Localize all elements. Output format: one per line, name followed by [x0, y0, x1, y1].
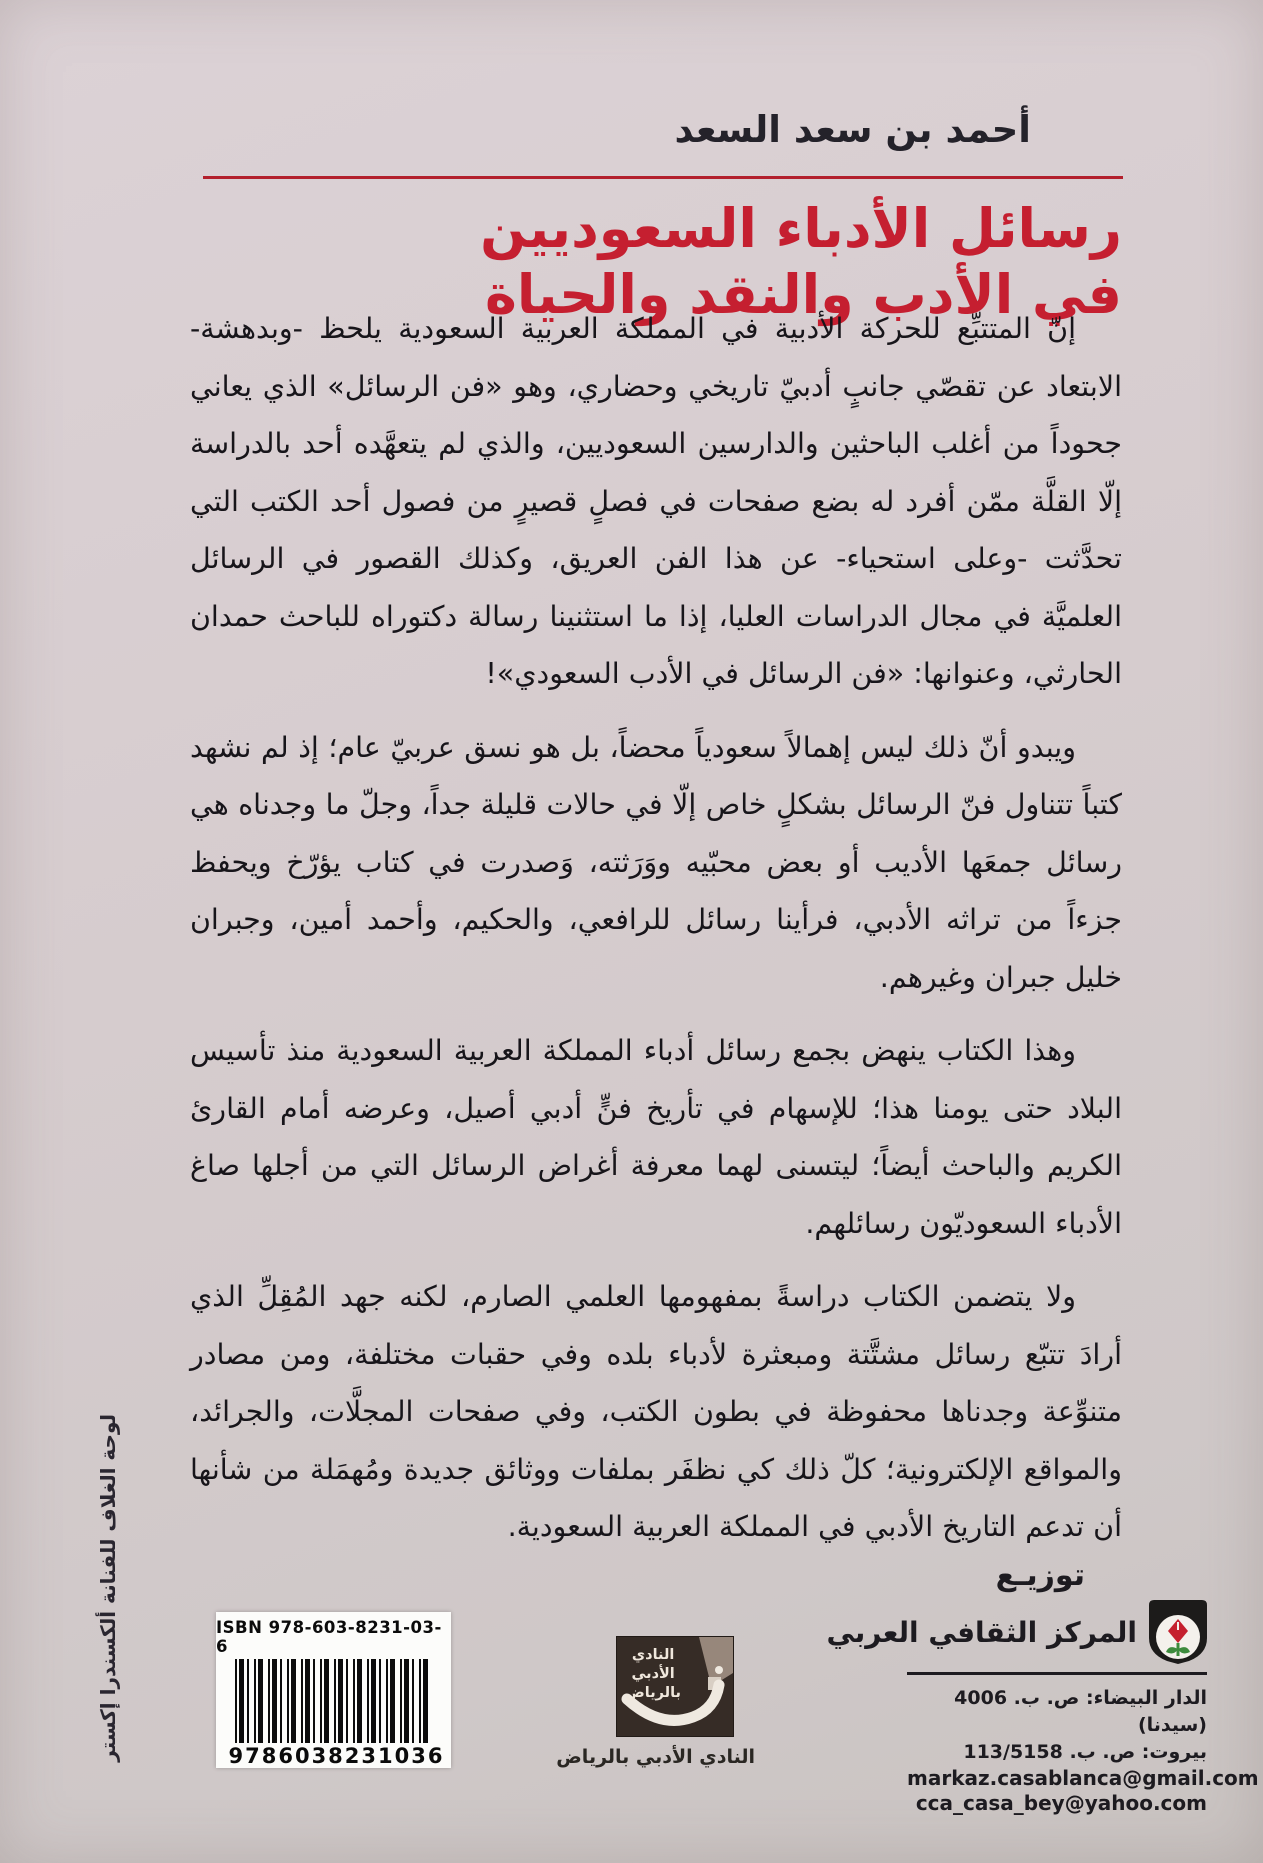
club-caption: النادي الأدبي بالرياض	[556, 1746, 755, 1768]
distributor-email-yahoo: cca_casa_bey@yahoo.com	[915, 1791, 1207, 1815]
club-logo-text	[625, 1646, 681, 1703]
club-logo-line2: الأدبي	[631, 1666, 675, 1682]
book-title-line2: في الأدب والنقد والحياة	[484, 263, 1122, 326]
title-separator-rule	[203, 176, 1123, 179]
club-logo-line3: بالرياض	[625, 1685, 681, 1701]
distributor-name: المركز الثقافي العربي	[826, 1615, 1137, 1649]
isbn-label: ISBN 978-603-8231-03-6	[216, 1618, 442, 1656]
distributor-address-casablanca: الدار البيضاء: ص. ب. 4006 (سيدنا)	[954, 1687, 1207, 1736]
distributor-block	[826, 1600, 1259, 1816]
riyadh-literary-club-block	[556, 1636, 755, 1768]
barcode-digit-group1: 786038	[245, 1744, 345, 1768]
distributor-logo-row	[826, 1600, 1207, 1664]
barcode-bars	[235, 1659, 433, 1743]
distribution-heading: توزيـع	[995, 1558, 1085, 1593]
distributor-address-beirut: بيروت: ص. ب. 113/5158	[963, 1741, 1207, 1763]
barcode-digit-group2: 231036	[344, 1744, 445, 1768]
back-cover-blurb	[190, 300, 1122, 1556]
barcode-digits	[228, 1744, 445, 1768]
club-logo-line1: النادي	[631, 1647, 675, 1663]
book-title-line1: رسائل الأدباء السعوديين	[480, 197, 1122, 260]
barcode-digit-lead: 9	[228, 1744, 246, 1768]
blurb-paragraph: ولا يتضمن الكتاب دراسةً بمفهومها العلمي الصارم، لكنه جهد المُقِلِّ الذي أرادَ تتبّع رسائل مشتَّتة ومبعثرة لأدباء بلده وفي حقبات مختلفة، ومن مصادر متنوِّعة وجدناها محفوظة في بطون الكتب، وفي صفحات المجلَّات، والجرائد، والمواقع الإلكترونية؛ كلّ ذلك كي نظفَر بملفات ووثائق جديدة ومُهمَلة من شأنها أن تدعم التاريخ الأدبي في المملكة العربية السعودية.	[190, 1280, 1122, 1543]
distributor-divider	[907, 1672, 1207, 1675]
blurb-paragraph: ويبدو أنّ ذلك ليس إهمالاً سعودياً محضاً، بل هو نسق عربيّ عام؛ إذ لم نشهد كتباً تتناول فنّ الرسائل بشكلٍ خاص إلّا في حالات قليلة جداً، وجلّ ما وجدناه هي رسائل جمعَها الأديب أو بعض محبّيه ووَرَثته، وَصدرت في كتاب يؤرّخ ويحفظ جزءاً من تراثه الأدبي، فرأينا رسائل للرافعي، والحكيم، وأحمد أمين، وجبران خليل جبران وغيرهم.	[190, 730, 1122, 994]
riyadh-literary-club-logo-icon	[616, 1636, 734, 1737]
distributor-email-gmail: markaz.casablanca@gmail.com	[907, 1766, 1259, 1790]
blurb-paragraph: إنّ المتتبِّع للحركة الأدبية في المملكة العربية السعودية يلحظ -وبدهشة- الابتعاد عن تقصّي جانبٍ أدبيّ تاريخي وحضاري، وهو «فن الرسائل» الذي يعاني جحوداً من أغلب الباحثين والدارسين السعوديين، والذي لم يتعهَّده أحد بالدراسة إلّا القلَّة ممّن أفرد له بضع صفحات في فصلٍ قصيرٍ من فصول أحد الكتب التي تحدَّثت -وعلى استحياء- عن هذا الفن العريق، وكذلك القصور في الرسائل العلميَّة في مجال الدراسات العليا، إذا ما استثنينا رسالة دكتوراه للباحث حمدان الحارثي، وعنوانها: «فن الرسائل في الأدب السعودي»!	[190, 312, 1122, 690]
cover-art-credit: لوحة الغلاف للفنانة ألكسندرا إكستر	[96, 1414, 120, 1762]
author-name: أحمد بن سعد السعد	[674, 108, 1031, 151]
blurb-paragraph: وهذا الكتاب ينهض بجمع رسائل أدباء المملكة العربية السعودية منذ تأسيس البلاد حتى يومنا هذا؛ للإسهام في تأريخ فنٍّ أدبي أصيل، وعرضه أمام القارئ الكريم والباحث أيضاً؛ ليتسنى لهما معرفة أغراض الرسائل التي من أجلها صاغ الأدباء السعوديّون رسائلهم.	[190, 1034, 1122, 1240]
isbn-barcode	[216, 1612, 451, 1768]
arab-cultural-center-logo-icon	[1149, 1600, 1207, 1664]
